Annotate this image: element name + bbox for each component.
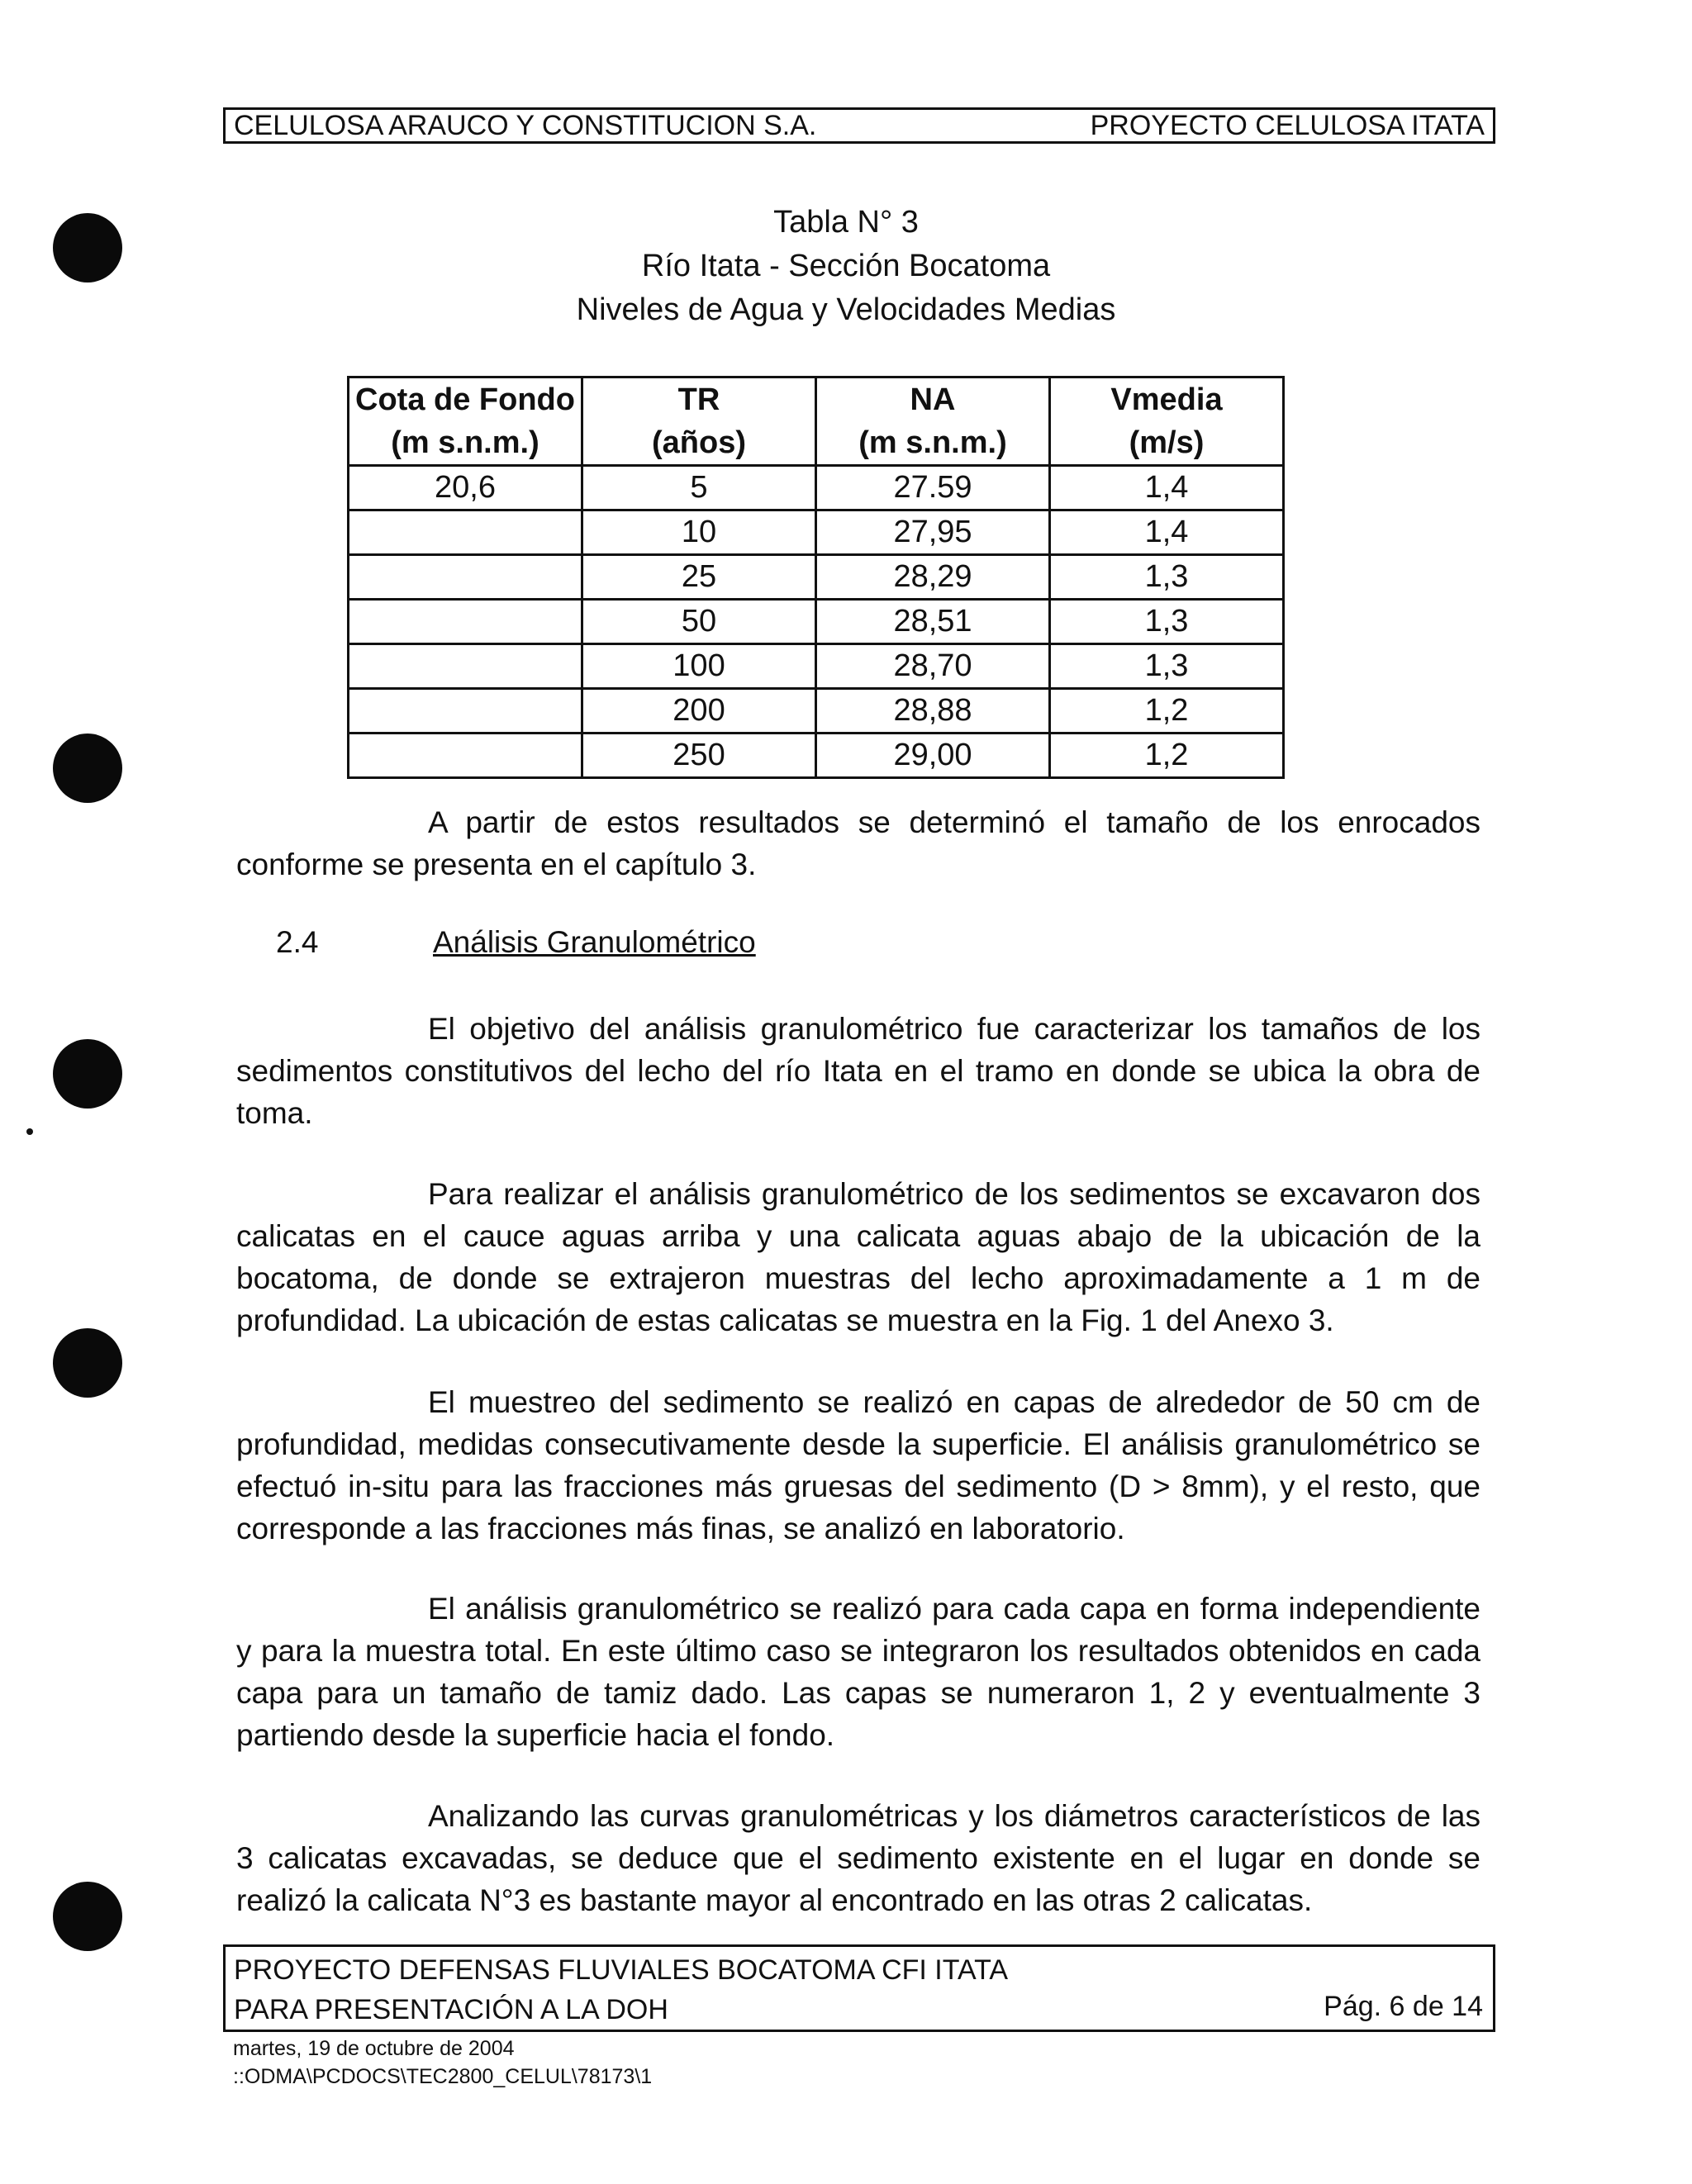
table-row	[349, 644, 1284, 689]
table-cell: 200	[582, 689, 816, 734]
column-header: Cota de Fondo	[349, 377, 582, 422]
water-levels-table	[347, 376, 1285, 779]
table-cell	[349, 555, 582, 600]
table-cell: 25	[582, 555, 816, 600]
page-header	[223, 107, 1495, 144]
table-cell: 27,95	[816, 510, 1050, 555]
page-number: Pág. 6 de 14	[1324, 1991, 1483, 2022]
document-path: ::ODMA\PCDOCS\TEC2800_CELUL\78173\1	[233, 2065, 653, 2088]
table-cell: 1,4	[1050, 466, 1284, 510]
footer-recipient: PARA PRESENTACIÓN A LA DOH	[234, 1994, 668, 2025]
paragraph-text: Para realizar el análisis granulométrico de los sedimentos se excavaron dos calicatas en el cauce aguas arriba y una calicata aguas abajo de la ubicación de la bocatoma, de donde se extrajeron muestras del lecho aproximadamente a 1 m de profundidad. La ubicación de estas calicatas se muestra en la Fig. 1 del Anexo 3.	[236, 1177, 1480, 1337]
table-cell	[349, 644, 582, 689]
column-unit: (m s.n.m.)	[816, 421, 1050, 466]
table-header-row	[349, 377, 1284, 422]
table-cell: 1,3	[1050, 600, 1284, 644]
table-cell	[349, 689, 582, 734]
table-row	[349, 510, 1284, 555]
table-cell: 50	[582, 600, 816, 644]
punch-hole	[53, 1039, 122, 1109]
table-caption-location: Río Itata - Sección Bocatoma	[641, 249, 1051, 283]
column-unit: (m s.n.m.)	[349, 421, 582, 466]
table-cell	[349, 600, 582, 644]
table-cell: 1,2	[1050, 734, 1284, 778]
table-cell	[349, 734, 582, 778]
punch-hole	[53, 1328, 122, 1398]
table-cell: 10	[582, 510, 816, 555]
paragraph-text: El análisis granulométrico se realizó para cada capa en forma independiente y para la muestra total. En este último caso se integraron los resultados obtenidos en cada capa para un tamaño de tamiz dado. Las capas se numeraron 1, 2 y eventualmente 3 partiendo desde la superficie hacia el fondo.	[236, 1592, 1480, 1752]
table-cell: 5	[582, 466, 816, 510]
header-project: PROYECTO CELULOSA ITATA	[1090, 109, 1485, 141]
table-cell: 100	[582, 644, 816, 689]
section-heading	[276, 925, 756, 960]
table-cell: 1,3	[1050, 644, 1284, 689]
table-cell: 28,88	[816, 689, 1050, 734]
column-unit: (años)	[582, 421, 816, 466]
table-cell	[349, 510, 582, 555]
table-cell: 27.59	[816, 466, 1050, 510]
section-number: 2.4	[276, 925, 319, 959]
table-cell: 29,00	[816, 734, 1050, 778]
table-cell: 1,2	[1050, 689, 1284, 734]
punch-hole	[53, 734, 122, 803]
table-row	[349, 555, 1284, 600]
table-cell: 28,29	[816, 555, 1050, 600]
table-row	[349, 466, 1284, 510]
header-company: CELULOSA ARAUCO Y CONSTITUCION S.A.	[234, 109, 817, 141]
section-title: Análisis Granulométrico	[433, 925, 756, 959]
page-footer	[223, 1944, 1495, 2032]
body-paragraph	[236, 1795, 1480, 1921]
scan-speck	[26, 1128, 33, 1135]
paragraph-text: El objetivo del análisis granulométrico fue caracterizar los tamaños de los sedimentos constitutivos del lecho del río Itata en el tramo en donde se ubica la obra de toma.	[236, 1012, 1480, 1130]
table-row	[349, 689, 1284, 734]
column-header: TR	[582, 377, 816, 422]
table-cell: 28,51	[816, 600, 1050, 644]
table-header-units-row	[349, 421, 1284, 466]
column-unit: (m/s)	[1050, 421, 1284, 466]
paragraph-text: El muestreo del sedimento se realizó en capas de alrededor de 50 cm de profundidad, medidas consecutivamente desde la superficie. El análisis granulométrico se efectuó in-situ para las fracciones más gruesas del sedimento (D > 8mm), y el resto, que corresponde a las fracciones más finas, se analizó en laboratorio.	[236, 1385, 1480, 1545]
column-header: Vmedia	[1050, 377, 1284, 422]
table-cell: 250	[582, 734, 816, 778]
table-cell: 1,4	[1050, 510, 1284, 555]
paragraph-text: Analizando las curvas granulométricas y los diámetros característicos de las 3 calicatas excavadas, se deduce que el sedimento existente en el lugar en donde se realizó la calicata N°3 es bastante mayor al encontrado en las otras 2 calicatas.	[236, 1799, 1480, 1917]
table-row	[349, 734, 1284, 778]
paragraph-text: A partir de estos resultados se determinó el tamaño de los enrocados conforme se presenta en el capítulo 3.	[236, 805, 1480, 881]
punch-hole	[53, 1882, 122, 1951]
table-cell: 20,6	[349, 466, 582, 510]
document-date: martes, 19 de octubre de 2004	[233, 2037, 515, 2060]
column-header: NA	[816, 377, 1050, 422]
body-paragraph	[236, 1588, 1480, 1756]
body-paragraph	[236, 1381, 1480, 1550]
body-paragraph	[236, 1173, 1480, 1341]
footer-project: PROYECTO DEFENSAS FLUVIALES BOCATOMA CFI ITATA	[234, 1954, 1009, 1986]
table-cell: 28,70	[816, 644, 1050, 689]
table-row	[349, 600, 1284, 644]
body-paragraph	[236, 1008, 1480, 1134]
table-caption-number: Tabla N° 3	[773, 205, 919, 240]
table-caption-title: Niveles de Agua y Velocidades Medias	[576, 292, 1116, 327]
body-paragraph	[236, 801, 1480, 885]
table-cell: 1,3	[1050, 555, 1284, 600]
